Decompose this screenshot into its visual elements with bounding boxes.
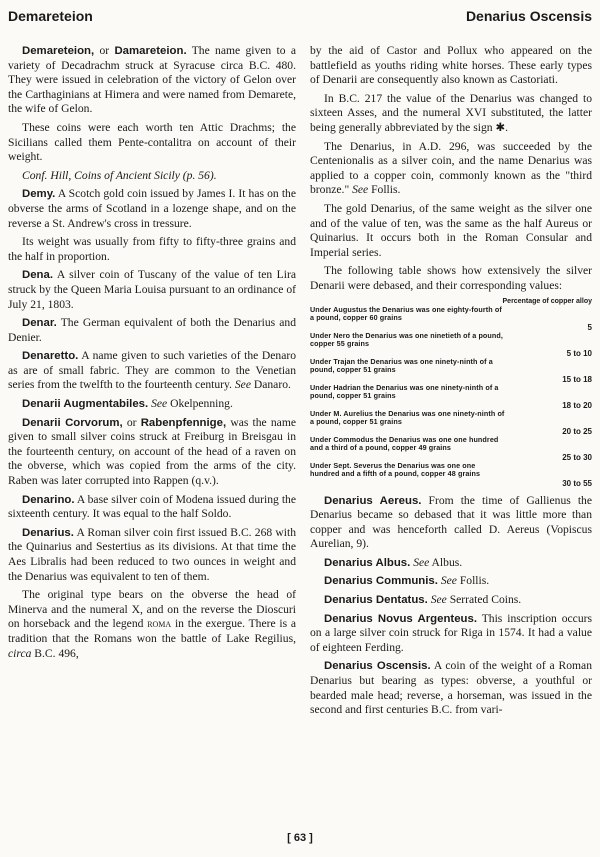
entry-paragraph: The following table shows how extensively the silver Denarii were debased, and their corresponding values: — [310, 264, 592, 292]
cross-reference: Okelpenning. — [167, 397, 233, 411]
entry-term: Denarius. — [22, 526, 74, 539]
entry-text: From the time of Gallienus the Denarius became so debased that it was little more than copper and was henceforth called D. Aereus (Vopiscus Aurelian, 9). — [310, 493, 592, 551]
entry-text: The original type bears on the obverse the head of Minerva and the numeral X, and on the reverse the Dioscuri on horseback and the legend — [8, 588, 296, 631]
entry-paragraph — [310, 140, 592, 198]
table-row-description: Under Sept. Severus the Denarius was one one hundred and a fifth of a pound, copper 48 grains — [310, 460, 481, 478]
table-row-description: Under Augustus the Denarius was one eighty-fourth of a pound, copper 60 grains — [310, 304, 502, 322]
table-row-percentage: 25 to 30 — [562, 452, 592, 462]
entry-text: in the exergue. There is a tradition that the Romans won the battle of Lake Regilius, — [8, 617, 297, 645]
see-reference: See — [430, 593, 447, 607]
entry-term: Denarius Dentatus. — [324, 594, 428, 607]
entry-denarino — [8, 493, 296, 522]
see-reference: See — [413, 555, 430, 569]
entry-term: Denarius Oscensis. — [324, 660, 431, 673]
cross-reference: Serrated Coins. — [446, 593, 522, 607]
table-row-percentage: 20 to 25 — [562, 426, 592, 436]
left-column — [8, 44, 296, 665]
entry-text: A name given to such varieties of the Denaro as are of small fabric. They are common to the Venetian series from the twelfth to the fourteenth century. — [8, 349, 296, 392]
entry-denarius-oscensis — [310, 659, 592, 717]
entry-text: A silver coin of Tuscany of the value of ten Lira struck by the Queen Maria Louisa pursuant to an ordinance of July 21, 1803. — [8, 268, 296, 311]
table-row — [310, 384, 592, 410]
entry-denarius-aereus — [310, 494, 592, 552]
entry-term: Denar. — [22, 317, 57, 330]
table-row — [310, 410, 592, 436]
header-right-guide-word: Denarius Oscensis — [465, 8, 592, 24]
entry-dena — [8, 268, 296, 312]
entry-text: The Denarius, in A.D. 296, was succeeded by the Centenionalis as a silver coin, and the name Denarius was applied to a copper coin, commonly known as the "third bronze." — [310, 139, 592, 197]
entry-denarii-corvorum — [8, 416, 296, 489]
running-header — [8, 8, 592, 30]
entry-term: Denarii Augmentabiles. — [22, 398, 149, 411]
entry-paragraph — [8, 169, 296, 184]
entry-denarii-augmentabiles — [8, 397, 296, 412]
cross-reference: Danaro. — [250, 378, 291, 392]
table-row-description: Under Hadrian the Denarius was one ninety-ninth of a pound, copper 51 grains — [310, 382, 499, 400]
entry-paragraph — [8, 588, 296, 661]
table-header: Percentage of copper alloy — [502, 297, 592, 305]
entry-term: Denarius Aereus. — [324, 494, 422, 507]
table-row — [310, 436, 592, 462]
entry-term: Rabenpfennige, — [140, 416, 227, 429]
entry-term: Demy. — [22, 188, 56, 201]
table-row-percentage: 30 to 55 — [562, 478, 592, 488]
entry-denarius — [8, 526, 296, 584]
table-row-percentage: 15 to 18 — [562, 374, 592, 384]
entry-text: A Scotch gold coin issued by James I. It has on the obverse the arms of Scotland in a lozenge shape, and on the reverse a St. Andrew's cross in tressure. — [8, 187, 296, 230]
entry-demareteion — [8, 44, 296, 117]
table-row — [310, 332, 592, 358]
entry-denar — [8, 316, 296, 345]
debasement-table — [310, 298, 592, 488]
table-row-percentage: 18 to 20 — [562, 400, 592, 410]
table-row-description: Under M. Aurelius the Denarius was one ninety-ninth of a pound, copper 51 grains — [310, 408, 505, 426]
table-row-description: Under Nero the Denarius was one ninetieth of a pound, copper 55 grains — [310, 330, 503, 348]
abbrev-conf: Conf. — [22, 168, 48, 182]
circa-italic: circa — [8, 646, 32, 660]
entry-term: Denarino. — [22, 493, 75, 506]
entry-text: The German equivalent of both the Denarius and Denier. — [8, 316, 296, 344]
cross-reference: Follis. — [368, 183, 401, 197]
cross-reference: Follis. — [456, 574, 490, 588]
entry-paragraph: In B.C. 217 the value of the Denarius was changed to sixteen Asses, and the numeral XVI substituted, the latter being generally abbreviated by the sign ✱. — [310, 91, 592, 134]
entry-denarius-communis — [310, 574, 592, 589]
reference-text: Hill, Coins of Ancient Sicily (p. 56). — [47, 168, 217, 182]
entry-denaretto — [8, 349, 296, 393]
table-body — [310, 306, 592, 488]
entry-paragraph: Its weight was usually from fifty to fifty-three grains and the half in proportion. — [8, 235, 296, 263]
legend-roma: roma — [147, 617, 172, 631]
see-reference: See — [352, 183, 369, 197]
entry-text: The name given to a variety of Decadrachm struck at Syracuse circa B.C. 480. They were issued in celebration of the victory of Gelon over the Carthaginians at Himera and were named from Demarete, the wife of Gelon. — [8, 44, 296, 116]
table-row-description: Under Trajan the Denarius was one ninety-ninth of a pound, copper 51 grains — [310, 356, 493, 374]
table-row-percentage: 5 — [587, 322, 592, 332]
entry-term: Demareteion, — [22, 45, 95, 57]
entry-demy — [8, 187, 296, 231]
table-row-percentage: 5 to 10 — [566, 348, 592, 358]
right-column — [310, 44, 592, 722]
entry-text: B.C. 496, — [31, 646, 79, 660]
entry-text: A coin of the weight of a Roman Denarius but bearing as types: obverse, a youthful or bearded male head; reverse, a horseman, was issued in the second and first centuries B.C. from vari- — [310, 659, 592, 717]
entry-text: This inscription occurs on a large silver coin struck for Riga in 1574. It had a value of eighteen Ferding. — [310, 611, 592, 654]
entry-term: Denarius Novus Argenteus. — [324, 612, 477, 625]
entry-paragraph: These coins were each worth ten Attic Drachms; the Sicilians called them Pente-contalitra on account of their weight. — [8, 120, 296, 164]
entry-text: or — [94, 44, 115, 57]
entry-denarius-dentatus — [310, 593, 592, 608]
entry-term: Damareteion. — [114, 45, 187, 57]
entry-term: Denaretto. — [22, 350, 79, 363]
entry-denarius-albus — [310, 556, 592, 571]
entry-paragraph: The gold Denarius, of the same weight as the silver one and of the value of ten, was the same as the half Aureus or Quinarius. It occurs both in the Roman Consular and Imperial series. — [310, 201, 592, 259]
table-row — [310, 462, 592, 488]
entry-paragraph: by the aid of Castor and Pollux who appeared on the battlefield as youths riding white horses. These early types of Denarii are consequently also known as Castoriati. — [310, 44, 592, 87]
entry-term: Denarius Communis. — [324, 575, 438, 588]
see-reference: See — [151, 397, 168, 411]
page-number: [ 63 ] — [287, 832, 313, 844]
entry-text: A base silver coin of Modena issued during the sixteenth century. It was equal to the half Soldo. — [8, 492, 296, 521]
entry-text: A Roman silver coin first issued B.C. 268 with the Quinarius and Sestertius as its divisions. At that time the Aes Libralis had been reduced to two ounces in weight and the Denarius was equivalent to ten of them. — [8, 525, 296, 583]
entry-term: Dena. — [22, 269, 54, 282]
entry-term: Denarius Albus. — [324, 556, 411, 569]
entry-term: Denarii Corvorum, — [22, 416, 123, 429]
header-left-guide-word: Demareteion — [8, 8, 93, 24]
table-row-description: Under Commodus the Denarius was one one hundred and a third of a pound, copper 49 grains — [310, 434, 499, 452]
table-row — [310, 358, 592, 384]
see-reference: See — [234, 378, 251, 392]
cross-reference: Albus. — [429, 555, 463, 569]
entry-text: or — [122, 415, 141, 429]
entry-denarius-novus-argenteus — [310, 612, 592, 656]
entry-text: was the name given to small silver coins struck at Freiburg in Breisgau in the fourteenth century, on account of the head of a raven on the obverse, which was copied from the arms of the city. Raben was later corrupted into Rappen (q.v.). — [8, 415, 296, 488]
see-reference: See — [440, 574, 457, 588]
table-row — [310, 306, 592, 332]
